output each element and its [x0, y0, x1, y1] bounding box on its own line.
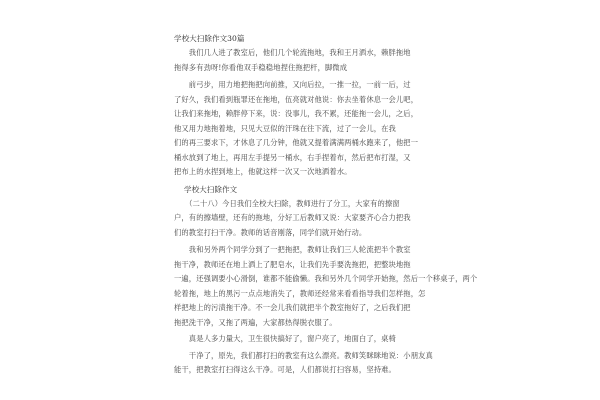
- paragraph: [174, 78, 436, 180]
- paragraph-line: 让我们来拖地，赖胖停下来，说：没事儿，我不累，还能拖一会儿，之后，: [174, 109, 419, 118]
- paragraph-line: （二十八）今日我们全校大扫除，教师进行了分工，大家有的擦窗: [174, 198, 400, 208]
- document-title: 学校大扫除作文30篇: [174, 34, 245, 43]
- paragraph: [174, 197, 436, 241]
- paragraph-line: 把布上的水捏到地上，他就这样一次又一次地洒着水。: [174, 167, 352, 176]
- paragraph-line: 们的教室打扫干净。教师的话音刚落，同学们就开始行动。: [174, 227, 367, 237]
- paragraph-line: 我们几人进了教室后，他们几个轮流拖地，我和王月洒水，赖胖拖地: [174, 48, 411, 57]
- paragraph-line: 了好久，我们看到瓶罪还在拖地，伍亮就对他说：你去坐着休息一会儿吧，: [174, 94, 419, 104]
- paragraph: [174, 349, 436, 378]
- paragraph-line: 干净了，原先，我们都打扫的教室有这么漂亮。教师笑眯眯地说：小朋友真: [174, 350, 433, 360]
- paragraph-line: 能干，把教室打扫得这么干净。可是，人们都说打扫容易，坚持难。: [174, 365, 396, 374]
- paragraph-line: 他又用力地拖着地，只见大豆似的汗珠在往下流，过了一会儿，在我: [174, 123, 396, 133]
- paragraph-line: 拖把洗干净，又拖了两遍，大家都热得脱衣服了。: [174, 317, 337, 327]
- paragraph-line: 一遍，还强调要小心滑倒，谁都不能偷懒。我和另外几个同学开始拖，然后一个移桌子，两个: [174, 274, 478, 283]
- paragraph-line: 们的再三要求下，才休息了几分钟，他就又提着满满两桶水跑来了，他把一: [174, 138, 419, 147]
- paragraph-line: 户，有的擦墙壁，还有的拖地，分好工后教师又说：大家要齐心合力把我: [174, 213, 411, 222]
- paragraph-line: 拖得多有劲呀!你看他双手稳稳地捏住拖把杆，脚微成: [174, 62, 348, 72]
- document-body: [174, 46, 478, 378]
- paragraph-line: 样把地上的污渍拖干净。不一会儿我们就把半个教室拖好了，之后我们把: [174, 303, 411, 312]
- paragraph-line: 桶水放到了地上，再用左手提另一桶水，右手捏着布，然后把布打湿，又: [174, 152, 411, 162]
- paragraph: [174, 243, 478, 330]
- paragraph-line: 我和另外两个同学分到了一把拖把，教师让我们三人轮流把半个教室: [174, 245, 411, 254]
- paragraph-line: 前弓步，用力地把拖把向前推，又向后拉，一推一拉，一前一后，过: [174, 80, 411, 89]
- paragraph: [174, 46, 436, 75]
- paragraph-line: 轮着拖，地上的黑污一点点地消失了，教师还经常来看看指导我们怎样拖，怎: [174, 288, 426, 298]
- paragraph-line: 真是人多力量大，卫生很快搞好了，窗户亮了，地面白了，桌椅: [174, 334, 396, 343]
- paragraph-line: 拖干净，教师还在地上洒上了肥皂水，让我们先手要洗拖把，把整块地拖: [174, 259, 411, 269]
- document-column: [174, 33, 478, 378]
- paragraph: [174, 332, 436, 347]
- section-heading: 学校大扫除作文: [184, 184, 238, 194]
